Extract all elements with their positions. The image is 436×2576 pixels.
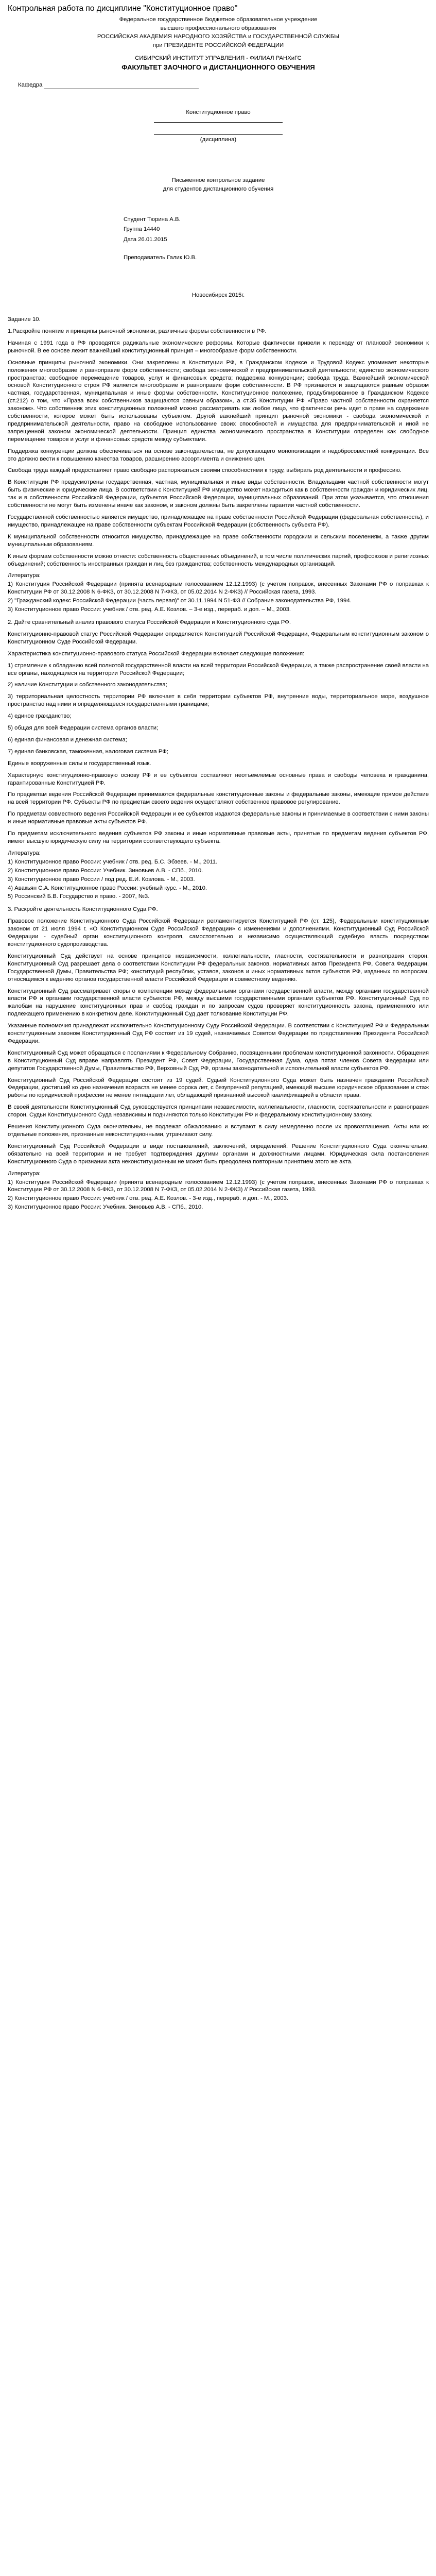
literature-item: 3) Конституционное право России: учебник / отв. ред. А.Е. Козлов. – 3-е изд., перераб. и доп. – М., 2003. <box>8 606 291 613</box>
header-block <box>8 15 429 50</box>
student-info <box>124 215 429 245</box>
submission-date: Дата 26.01.2015 <box>124 236 167 243</box>
city-year: Новосибирск 2015г. <box>191 292 245 299</box>
header-line: Федеральное государственное бюджетное образовательное учреждение <box>119 16 318 23</box>
literature-list <box>8 1179 429 1212</box>
literature-item: 1) Конституционное право России: учебник / отв. ред. Б.С. Эбзеев. - М., 2011. <box>8 858 218 865</box>
paragraph: 3) территориальная целостность территории РФ включает в себя территории субъектов РФ, внутренние воды, территориальное море, воздушное пространство над ними и определяющееся государственными границами; <box>8 693 429 708</box>
part-2 <box>8 619 429 845</box>
kafedra-row <box>18 81 429 89</box>
literature-item: 2) Конституционное право России: учебник / отв. ред. А.Е. Козлов. - 3-е изд., перераб. и доп. - М., 2003. <box>8 1195 289 1202</box>
paragraph: Конституционный Суд Российской Федерации в виде постановлений, заключений, определений. Решение Конституционного Суда окончательно, обязательно на всей территории и не требует подтверждения другими органами и должностными лицами. Юридическая сила постановления Конституционного Суда о признании акта неконституционным не может быть преодолена повторным принятием этого же акта. <box>8 1143 429 1165</box>
subject-underline-2 <box>154 132 283 135</box>
paragraph: Конституционный Суд действует на основе принципов независимости, коллегиальности, гласности, состязательности и равноправия сторон. Конституционный Суд разрешает дела о соответствии Конституции РФ федеральных законов, нормативных актов Президента РФ, Совета Федерации, Государственной Думы, Правительства РФ; конституций республик, уставов, законов и иных нормативных актов субъектов РФ, изданных по вопросам, относящимся к ведению органов государственной власти Российской Федерации и совместному ведению. <box>8 953 429 982</box>
literature-item: 3) Конституционное право России / под ред. Е.И. Козлова. - М., 2003. <box>8 876 195 883</box>
literature-title: Литература: <box>8 572 41 579</box>
assignment-line: Письменное контрольное задание <box>171 177 265 184</box>
paragraph: К иным формам собственности можно отнести: собственность общественных объединений, в том числе политических партий, профсоюзов и религиозных объединений; собственность иностранных граждан и лиц без гражданства; собственность международных организаций. <box>8 553 429 567</box>
literature-item: 5) Россинский Б.В. Государство и право. - 2007, №3. <box>8 893 150 900</box>
literature-item: 1) Конституция Российской Федерации (принята всенародным голосованием 12.12.1993) (с учетом поправок, внесенных Законами РФ о поправках к Конституции РФ от 30.12.2008 N 6-ФКЗ, от 30.12.2008 N 7-ФКЗ, от 05.02.2014 N 2-ФКЗ) // Российская газета, 1993. <box>8 1179 429 1193</box>
student-group: Группа 14440 <box>124 226 160 233</box>
literature-title: Литература: <box>8 850 41 856</box>
header-line: высшего профессионального образования <box>160 25 276 31</box>
paragraph: 7) единая банковская, таможенная, налоговая система РФ; <box>8 748 168 755</box>
paragraph: Указанные полномочия принадлежат исключительно Конституционному Суду Российской Федерации. В соответствии с Конституцией РФ и Федеральным конституционным законом Конституционный Суд РФ состоит из 19 судей, назначаемых Советом Федерации по представлению Президента Российской Федерации. <box>8 1023 429 1044</box>
paragraph: 2) наличие Конституции и собственного законодательства; <box>8 682 167 688</box>
subject-name: Конституционное право <box>186 109 251 116</box>
paragraph: Правовое положение Конституционного Суда Российской Федерации регламентируется Конституцией РФ (ст. 125), Федеральным конституционным законом от 21 июля 1994 г. «О Конституционном Суде Российской Федерации» с изменениями и дополнениями. Конституционный Суд Российской Федерации - судебный орган конституционного контроля, самостоятельно и независимо осуществляющий судебную власть посредством конституционного судопроизводства. <box>8 918 429 947</box>
paragraph: Свобода труда каждый предоставляет право свободно распоряжаться своими способностями к труду, выбирать род деятельности и профессию. <box>8 467 402 474</box>
literature-item: 2) "Гражданский кодекс Российской Федерации (часть первая)" от 30.11.1994 N 51-ФЗ // Собрание законодательства РФ, 1994. <box>8 598 352 604</box>
paragraph: 2. Дайте сравнительный анализ правового статуса Российской Федерации и Конституционного суда РФ. <box>8 619 291 625</box>
part-1 <box>8 328 429 568</box>
paragraph: В своей деятельности Конституционный Суд руководствуется принципами независимости, коллегиальности, гласности, состязательности и равноправия сторон. Судьи Конституционного Суда независимы и подчиняются только Конституции РФ и федеральному конституционному закону. <box>8 1104 429 1118</box>
literature-list <box>8 858 429 901</box>
teacher-name: Преподаватель Галик Ю.В. <box>124 255 197 261</box>
paragraph: В Конституции РФ предусмотрены государственная, частная, муниципальная и иные виды собственности. Владельцами частной собственности могут быть физические и юридические лица. В соответствии с Конституцией РФ имущество может находиться как в собственности граждан и юридических лиц, так и в собственности Российской Федерации, субъектов Российской Федерации, муниципальных образований. При этом указывается, что отношения собственности не могут быть изменены иначе как законом, и законом должны быть закреплены гарантии частной собственности. <box>8 479 429 509</box>
paragraph: Конституционный Суд рассматривает споры о компетенции между федеральными органами государственной власти, между органами государственной власти РФ и органами государственной власти субъектов РФ, между высшими государственными органами субъектов РФ. Конституционный Суд по жалобам на нарушение конституционных прав и свобод граждан и по запросам судов проверяет конституционность закона, примененного или подлежащего применению в конкретном деле. Конституционный Суд дает толкование Конституции РФ. <box>8 988 429 1018</box>
part-3 <box>8 906 429 1165</box>
paragraph: Характеристика конституционно-правового статуса Российской Федерации включает следующие положения: <box>8 650 305 657</box>
paragraph: Государственной собственностью является имущество, принадлежащее на праве собственности Российской Федерации (федеральная собственность), и имущество, принадлежащее на праве собственности субъектам Российской Федерации (собственность субъекта РФ). <box>8 514 429 528</box>
paragraph: К муниципальной собственности относится имущество, принадлежащее на праве собственности городским и сельским поселениям, а также другим муниципальным образованиям. <box>8 533 429 548</box>
paragraph: По предметам ведения Российской Федерации принимаются федеральные конституционные законы и федеральные законы, имеющие прямое действие на всей территории РФ. Субъекты РФ по предметам своего ведения осуществляют собственное правовое регулирование. <box>8 791 429 806</box>
paragraph: Основные принципы рыночной экономики. Они закреплены в Конституции РФ, в Гражданском Кодексе и Трудовой Кодекс упоминает некоторые положения многообразие и равноправие форм собственности; свобода экономической и предпринимательской деятельности; единство экономического пространства; свободное перемещение товаров, услуг и финансовых средств; поддержка конкуренции; свобода труда. Важнейший экономической основой Конституционного строя РФ является многообразие и равноправие форм собственности. В РФ признаются и защищаются равным образом частная, государственная, муниципальная и иные формы собственности. Конституционное положение, продублированное в Гражданском Кодексе (ст.212) о том, что «Права всех собственников защищаются равным образом», а ст.35 Конституции РФ «Право частной собственности охраняется законом». Что собственник этих конституционных положений можно рассматривать как любое лицо, что фактически речь идет о праве на содержание собственности, которое может быть использованы субъектом. Другой важнейший принцип рыночной экономики - свобода экономической и предпринимательской деятельности, право на свободное использование своих способностей и имущества для предпринимательской и иной не запрещенной законом экономической деятельности. Принцип единства экономического пространства в Конституции определен как свободное перемещение товаров и услуг и финансовых средств между субъектами. <box>8 359 429 443</box>
assignment-line: для студентов дистанционного обучения <box>163 186 274 193</box>
literature-item: 3) Конституционное право России: Учебник. Зиновьев А.В. - СПб., 2010. <box>8 1204 203 1211</box>
paragraph: Единые вооруженные силы и государственный язык. <box>8 760 151 767</box>
literature-title: Литература: <box>8 1170 41 1177</box>
student-name: Студент Тюрина А.В. <box>124 216 181 223</box>
spacer <box>8 193 429 215</box>
paragraph: Начиная с 1991 года в РФ проводятся радикальные экономические реформы. Которые фактически привели к переходу от плановой экономики к рыночной. В ее основе лежит важнейший конституционный принцип – многообразие форм собственности. <box>8 340 429 354</box>
paragraph: Поддержка конкуренции должна обеспечиваться на основе законодательства, не допускающего монополизации и недобросовестной конкуренции. Все это должно вести к повышению качества товаров, расширению ассортимента и снижению цен. <box>8 448 429 462</box>
paragraph: По предметам совместного ведения Российской Федерации и ее субъектов издаются федеральные законы и принимаемые в соответствии с ними законы и иные нормативные правовые акты субъектов РФ. <box>8 811 429 825</box>
paragraph: 5) общая для всей Федерации система органов власти; <box>8 725 159 732</box>
paragraph: 6) единая финансовая и денежная система; <box>8 736 127 743</box>
document-title: Контрольная работа по дисциплине "Конституционное право" <box>8 4 238 13</box>
header-line: при ПРЕЗИДЕНТЕ РОССИЙСКОЙ ФЕДЕРАЦИИ <box>152 42 284 49</box>
discipline-caption: (дисциплина) <box>200 137 237 143</box>
literature-item: 4) Авакьян С.А. Конституционное право России: учебный курс. - М., 2010. <box>8 885 207 891</box>
paragraph: По предметам исключительного ведения субъектов РФ законы и иные нормативные правовые акты, принятые по предметам ведения субъектов РФ, имеют высшую юридическую силу на территории соответствующего субъекта. <box>8 831 429 845</box>
kafedra-label: Кафедра <box>18 82 43 89</box>
literature-item: 1) Конституция Российской Федерации (принята всенародным голосованием 12.12.1993) (с учетом поправок, внесенных Законами РФ о поправках к Конституции РФ от 30.12.2008 N 6-ФКЗ, от 30.12.2008 N 7-ФКЗ, от 05.02.2014 N 2-ФКЗ) // Российская газета, 1993. <box>8 581 429 596</box>
header-line: РОССИЙСКАЯ АКАДЕМИЯ НАРОДНОГО ХОЗЯЙСТВА и ГОСУДАРСТВЕННОЙ СЛУЖБЫ <box>97 33 340 40</box>
paragraph: Конституционный Суд может обращаться с посланиями к Федеральному Собранию, посвященными проблемам конституционной законности. Обращения в Конституционный Суд вправе направлять Президент РФ, Совет Федерации, Государственная Дума, одна пятая членов Совета Федерации или депутатов Государственной Думы, Правительство РФ, Верховный Суд РФ, органы законодательной и исполнительной власти субъектов РФ. <box>8 1049 429 1072</box>
institute-name: СИБИРСКИЙ ИНСТИТУТ УПРАВЛЕНИЯ - ФИЛИАЛ РАНХиГС <box>135 55 302 62</box>
paragraph: Характерную конституционно-правовую основу РФ и ее субъектов составляют неотъемлемые основные права и свободы человека и гражданина, гарантированные Конституцией РФ. <box>8 772 429 786</box>
paragraph: 4) единое гражданство; <box>8 713 72 720</box>
paragraph: 1) стремление к обладанию всей полнотой государственной власти на всей территории Российской Федерации, а также распространение своей власти на все органы, находящиеся на территории Российской Федерации; <box>8 662 429 676</box>
faculty-name: ФАКУЛЬТЕТ ЗАОЧНОГО и ДИСТАНЦИОННОГО ОБУЧЕНИЯ <box>121 63 315 72</box>
paragraph: Конституционный Суд Российской Федерации состоит из 19 судей. Судьей Конституционного Суда может быть назначен гражданин Российской Федерации, достигший ко дню назначения возраста не менее сорока лет, с безупречной репутацией, имеющий высшее юридическое образование и стаж работы по юридической профессии не менее пятнадцати лет, обладающий признанной высокой квалификацией в области права. <box>8 1077 429 1099</box>
document <box>8 4 429 1211</box>
paragraph: Конституционно-правовой статус Российской Федерации определяется Конституцией Российской Федерации, Федеральным конституционным законом о Конституционном Суде Российской Федерации. <box>8 631 429 645</box>
subject-underline <box>154 120 283 123</box>
task-title: Задание 10. <box>8 316 41 323</box>
literature-item: 2) Конституционное право России: Учебник. Зиновьев А.В. - СПб., 2010. <box>8 867 203 874</box>
literature-list <box>8 581 429 614</box>
paragraph: Решения Конституционного Суда окончательны, не подлежат обжалованию и вступают в силу немедленно после их провозглашения. Акты или их отдельные положения, признанные неконституционными, утрачивают силу. <box>8 1124 429 1138</box>
paragraph: 1.Раскройте понятие и принципы рыночной экономики, различные формы собственности в РФ. <box>8 328 267 334</box>
spacer <box>8 157 429 176</box>
paragraph: 3. Раскройте деятельность Конституционного Суда РФ. <box>8 906 158 913</box>
